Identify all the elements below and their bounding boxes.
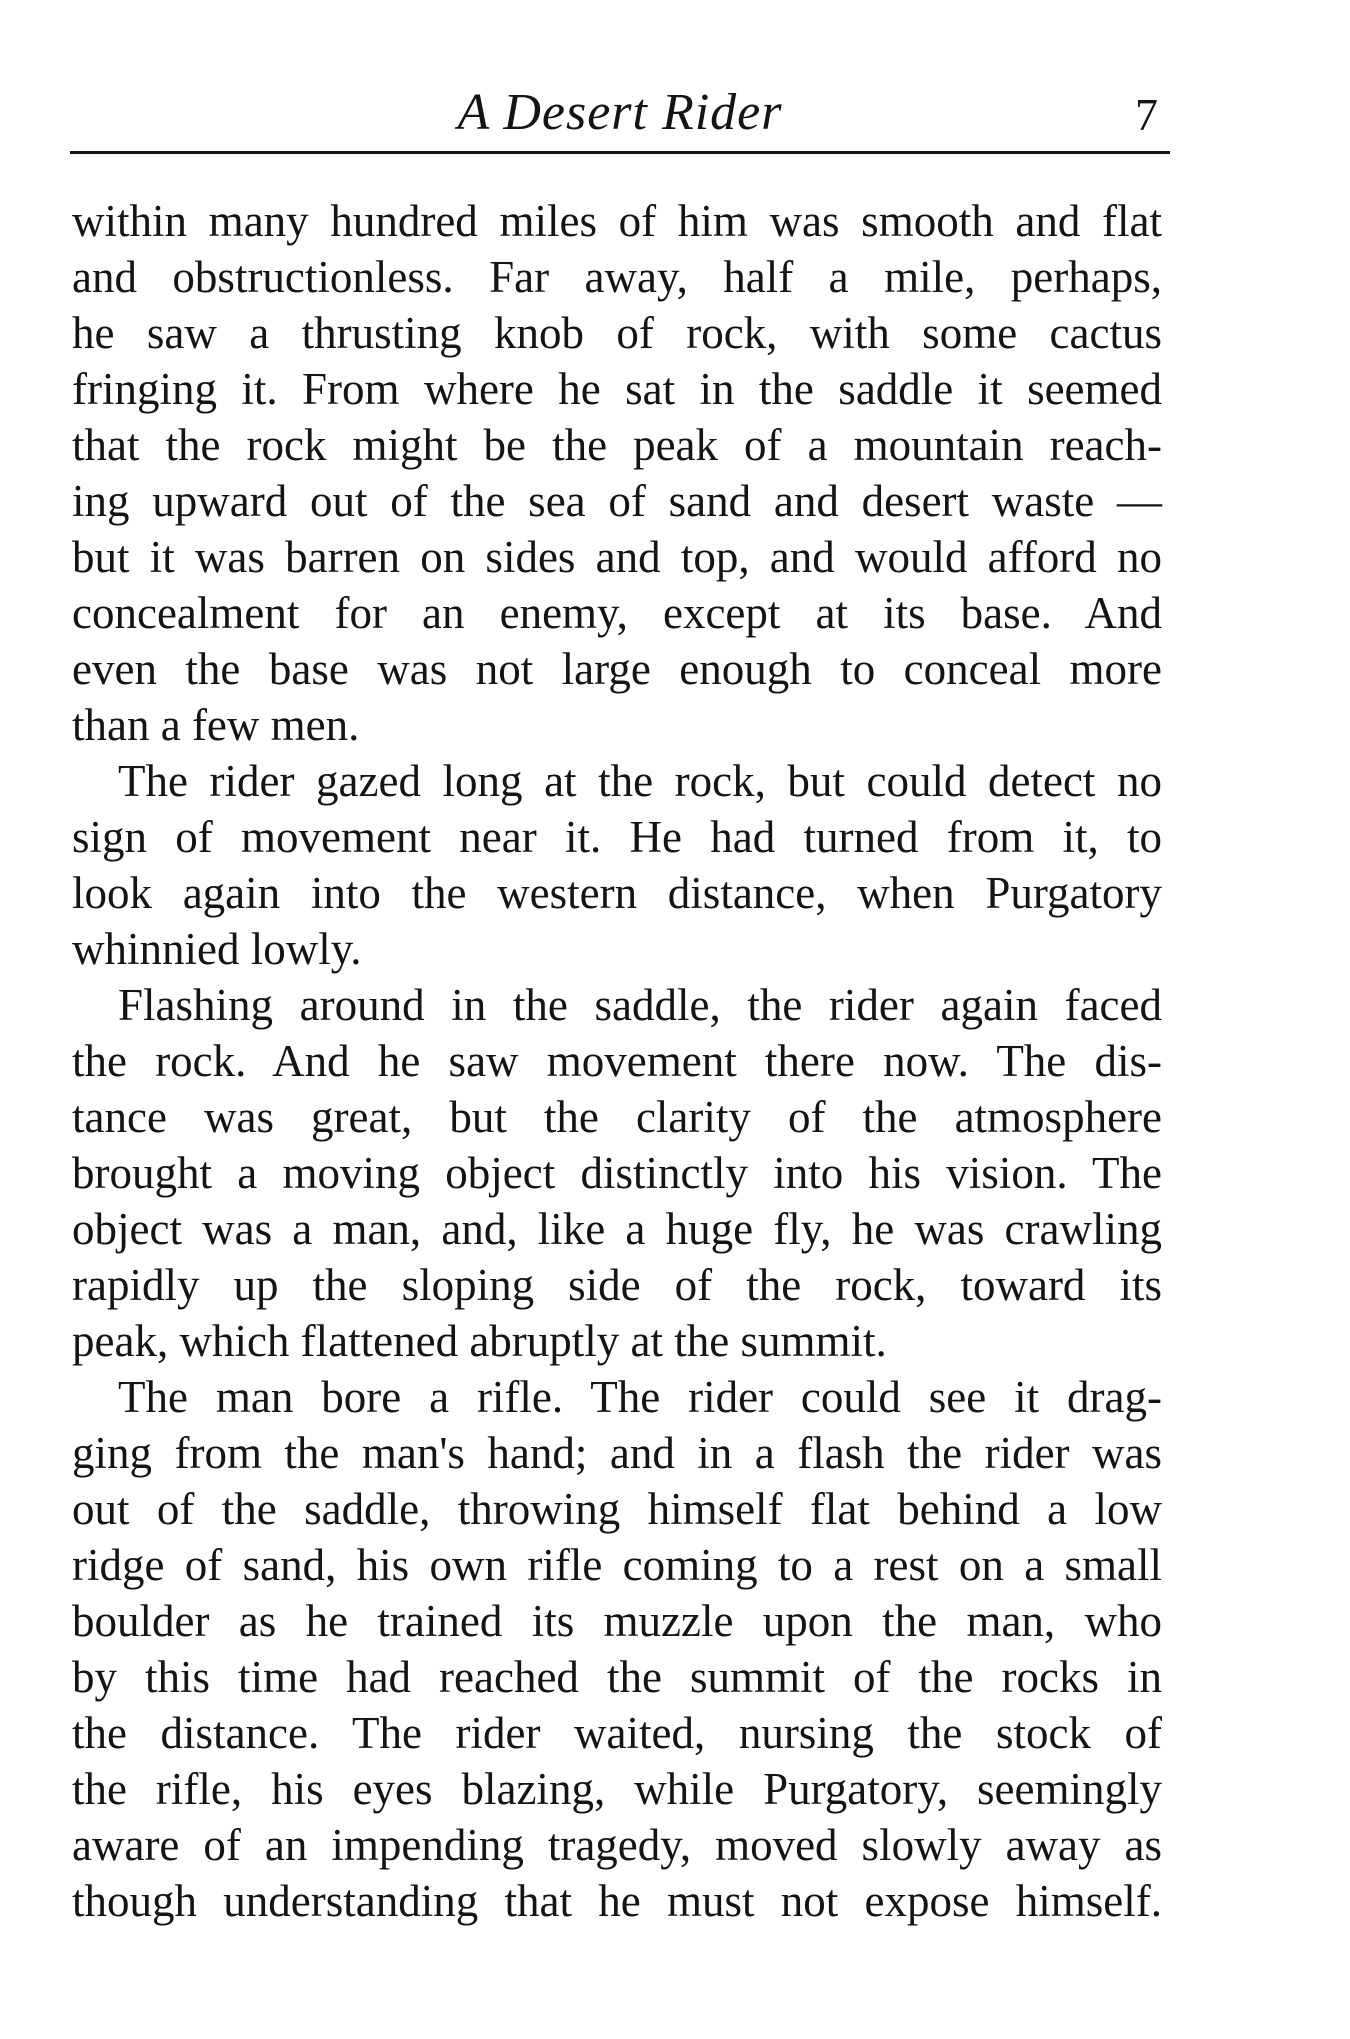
text-line: ridge of sand, his own rifle coming to a rest on a small [72, 1540, 1162, 1590]
text-line: ging from the man's hand; and in a flash the rider was [72, 1428, 1162, 1478]
text-line: the rock. And he saw movement there now. The dis- [72, 1036, 1162, 1086]
text-line: boulder as he trained its muzzle upon the man, who [72, 1596, 1162, 1646]
text-line: object was a man, and, like a huge fly, he was crawling [72, 1204, 1162, 1254]
page-number: 7 [1135, 89, 1158, 140]
text-line: Flashing around in the saddle, the rider again faced [118, 980, 1162, 1030]
text-line: tance was great, but the clarity of the atmosphere [72, 1092, 1162, 1142]
text-line: the rifle, his eyes blazing, while Purgatory, seemingly [72, 1764, 1162, 1814]
text-line: concealment for an enemy, except at its base. And [72, 588, 1162, 638]
running-title: A Desert Rider [457, 84, 783, 141]
text-line: ing upward out of the sea of sand and desert waste — [72, 476, 1162, 526]
text-line: even the base was not large enough to conceal more [72, 644, 1162, 694]
text-line: within many hundred miles of him was smooth and flat [72, 196, 1162, 246]
text-line: The rider gazed long at the rock, but could detect no [118, 756, 1162, 806]
text-line: aware of an impending tragedy, moved slowly away as [72, 1820, 1162, 1870]
text-line: sign of movement near it. He had turned from it, to [72, 812, 1162, 862]
text-line: fringing it. From where he sat in the saddle it seemed [72, 364, 1162, 414]
running-head [70, 78, 1170, 148]
text-line: out of the saddle, throwing himself flat behind a low [72, 1484, 1162, 1534]
text-line: that the rock might be the peak of a mountain reach- [72, 420, 1162, 470]
text-line: peak, which flattened abruptly at the summit. [72, 1316, 887, 1366]
body-text [72, 193, 1162, 1929]
text-line: The man bore a rifle. The rider could see it drag- [118, 1372, 1162, 1422]
text-line: he saw a thrusting knob of rock, with some cactus [72, 308, 1162, 358]
text-line: and obstructionless. Far away, half a mile, perhaps, [72, 252, 1162, 302]
text-line: than a few men. [72, 700, 360, 750]
text-line: look again into the western distance, when Purgatory [72, 868, 1162, 918]
text-line: the distance. The rider waited, nursing the stock of [72, 1708, 1162, 1758]
header-rule [70, 151, 1170, 154]
text-line: but it was barren on sides and top, and would afford no [72, 532, 1162, 582]
text-line: by this time had reached the summit of the rocks in [72, 1652, 1162, 1702]
text-line: whinnied lowly. [72, 924, 362, 974]
text-line: though understanding that he must not expose himself. [72, 1876, 1162, 1926]
text-line: rapidly up the sloping side of the rock, toward its [72, 1260, 1162, 1310]
text-line: brought a moving object distinctly into his vision. The [72, 1148, 1162, 1198]
